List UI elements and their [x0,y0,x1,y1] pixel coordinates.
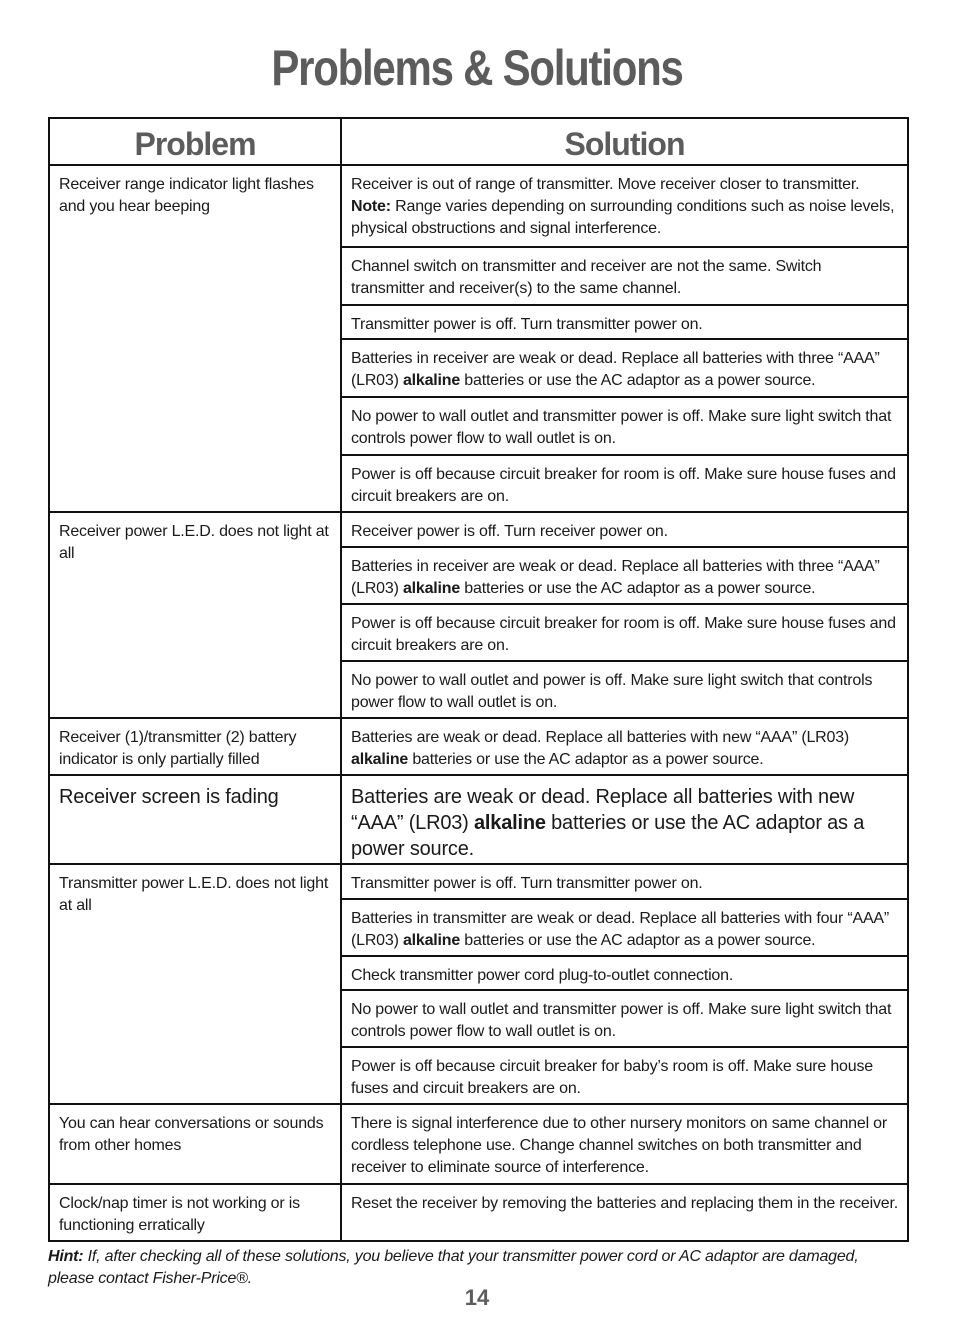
problem-cell: Clock/nap timer is not working or is functioning erratically [49,1184,341,1241]
alkaline-emphasis: alkaline [474,812,546,834]
solution-cell: Batteries are weak or dead. Replace all batteries with new “AAA” (LR03) alkaline batteries or use the AC adaptor as a power source. [341,775,908,864]
alkaline-emphasis: alkaline [402,580,461,597]
alkaline-emphasis: alkaline [402,372,461,389]
table-row [49,1184,908,1241]
hint-text: If, after checking all of these solutions, you believe that your transmitter power cord or AC adaptor are damaged, please contact Fisher-Price®. [48,1248,859,1287]
table-row [49,775,908,864]
problem-cell: Receiver power L.E.D. does not light at all [49,512,341,718]
page-title: Problems & Solutions [271,40,683,96]
solution-cell: Check transmitter power cord plug-to-outlet connection. [341,956,908,990]
solution-cell: Batteries are weak or dead. Replace all batteries with new “AAA” (LR03) alkaline batteries or use the AC adaptor as a power source. [341,718,908,775]
solution-cell: There is signal interference due to other nursery monitors on same channel or cordless telephone use. Change channel switches on both transmitter and receiver to eliminate source of interference. [341,1104,908,1184]
page-number: 14 [464,1285,490,1310]
table-row [49,165,908,247]
table-row [49,718,908,775]
problems-solutions-table [48,117,909,1242]
solution-cell: No power to wall outlet and power is off. Make sure light switch that controls power flow to wall outlet is on. [341,661,908,718]
table-row [49,864,908,899]
note-text: Range varies depending on surrounding conditions such as noise levels, physical obstructions and signal interference. [351,198,895,237]
solution-cell: Receiver power is off. Turn receiver power on. [341,512,908,547]
problem-cell: Receiver range indicator light flashes and you hear beeping [49,165,341,512]
solution-cell: Power is off because circuit breaker for room is off. Make sure house fuses and circuit breakers are on. [341,604,908,661]
solution-cell [341,165,908,247]
table-row [49,1104,908,1184]
solution-cell: Power is off because circuit breaker for baby’s room is off. Make sure house fuses and circuit breakers are on. [341,1047,908,1104]
alkaline-emphasis: alkaline [351,751,409,768]
problem-cell: Receiver screen is fading [49,775,341,864]
solution-cell: Transmitter power is off. Turn transmitter power on. [341,864,908,899]
solution-cell: No power to wall outlet and transmitter power is off. Make sure light switch that controls power flow to wall outlet is on. [341,397,908,455]
problem-column-header: Problem [49,118,341,165]
table-row [49,512,908,547]
note-label: Note: [351,198,391,215]
solution-cell: Reset the receiver by removing the batteries and replacing them in the receiver. [341,1184,908,1241]
solution-cell: Power is off because circuit breaker for room is off. Make sure house fuses and circuit breakers are on. [341,455,908,512]
hint-label: Hint: [48,1248,84,1265]
problem-cell: Transmitter power L.E.D. does not light at all [49,864,341,1104]
solution-cell: Batteries in receiver are weak or dead. Replace all batteries with three “AAA” (LR03) alkaline batteries or use the AC adaptor as a power source. [341,547,908,604]
solution-cell: Batteries in receiver are weak or dead. Replace all batteries with three “AAA” (LR03) alkaline batteries or use the AC adaptor as a power source. [341,339,908,397]
solution-text: Receiver is out of range of transmitter. Move receiver closer to transmitter. [351,176,860,193]
solution-cell: Batteries in transmitter are weak or dead. Replace all batteries with four “AAA” (LR03) alkaline batteries or use the AC adaptor as a power source. [341,899,908,956]
hint-note [48,1246,908,1290]
problem-cell: Receiver (1)/transmitter (2) battery indicator is only partially filled [49,718,341,775]
solution-column-header: Solution [341,118,908,165]
problem-cell: You can hear conversations or sounds from other homes [49,1104,341,1184]
solution-cell: No power to wall outlet and transmitter power is off. Make sure light switch that controls power flow to wall outlet is on. [341,990,908,1047]
alkaline-emphasis: alkaline [402,932,461,949]
solution-cell: Transmitter power is off. Turn transmitter power on. [341,305,908,339]
solution-cell: Channel switch on transmitter and receiver are not the same. Switch transmitter and receiver(s) to the same channel. [341,247,908,305]
